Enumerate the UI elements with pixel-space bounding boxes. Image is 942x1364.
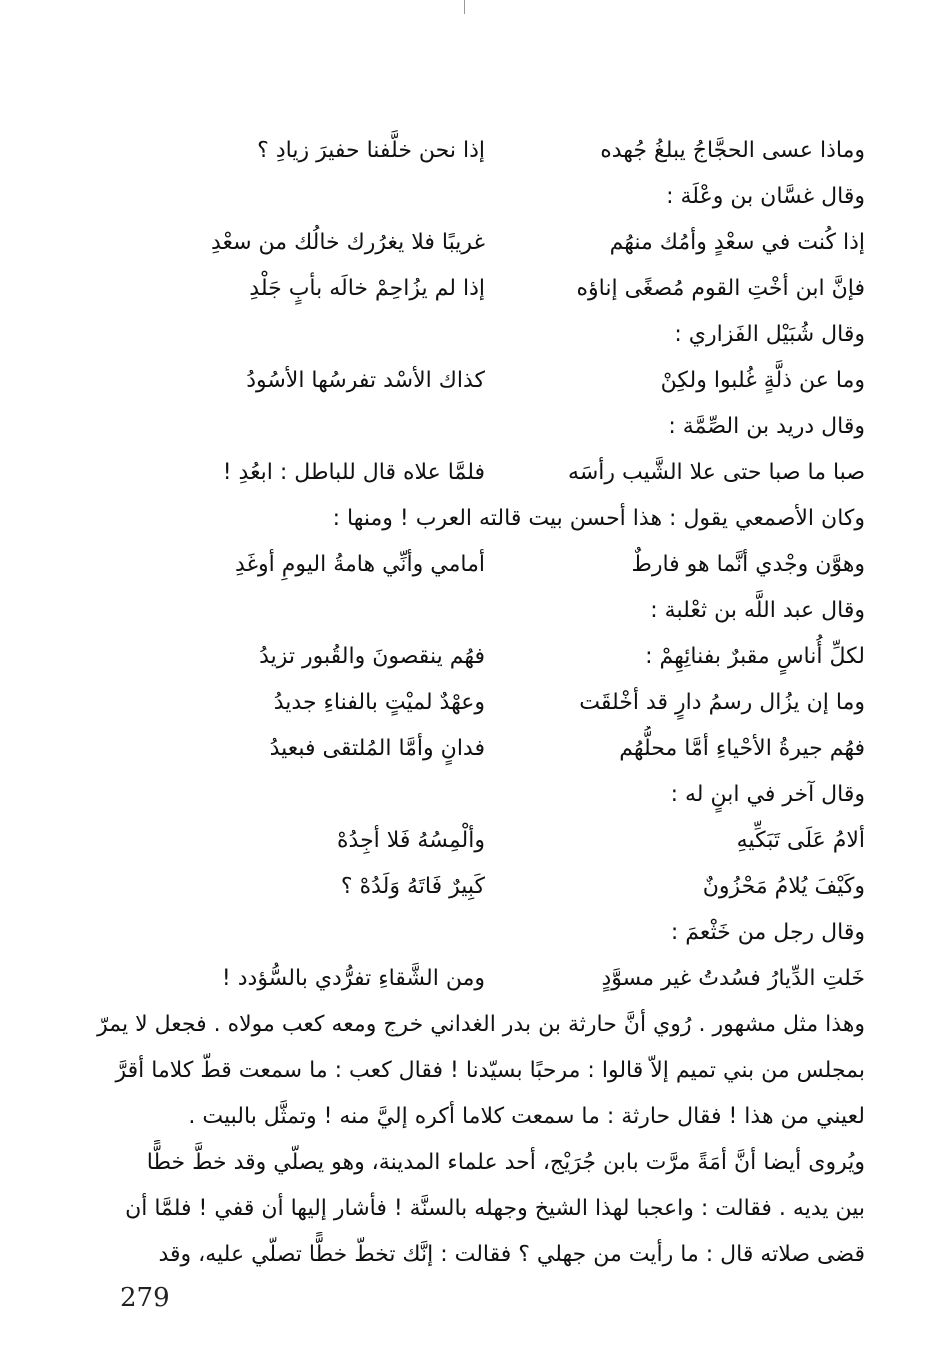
prose-line: لعيني من هذا ! فقال حارثة : ما سمعت كلاما أكره إليَّ منه ! وتمثَّل بالبيت .	[188, 1104, 865, 1129]
verse-second-hemistich: فهُم ينقصونَ والقُبور تزيدُ	[259, 644, 485, 669]
verse-second-hemistich: غريبًا فلا يغرُرك خالُك من سعْدِ	[210, 230, 485, 255]
prose-line: وقال عبد اللَّه بن ثعْلبة :	[650, 598, 865, 623]
scan-mark	[464, 0, 465, 14]
verse-line	[95, 266, 865, 312]
verse-second-hemistich: وألْمِسُهُ فَلا أجِدُهْ	[337, 828, 485, 853]
prose-line: وكان الأصمعي يقول : هذا أحسن بيت قالته العرب ! ومنها :	[332, 506, 865, 531]
verse-first-hemistich: وهوَّن وجْدي أنَّما هو فارطٌ	[631, 552, 865, 577]
verse-first-hemistich: صبا ما صبا حتى علا الشَّيب رأسَه	[568, 460, 865, 485]
verse-line	[95, 680, 865, 726]
verse-second-hemistich: كَبِيرٌ فَاتَهُ وَلَدُهْ ؟	[340, 874, 485, 899]
verse-line	[95, 634, 865, 680]
verse-line	[95, 726, 865, 772]
verse-second-hemistich: إذا لم يزُاحِمْ خالَه بأبٍ جَلْدِ	[249, 276, 485, 301]
verse-first-hemistich: فهُم جيرةُ الأحْياءِ أمَّا محلُّهُم	[619, 736, 865, 761]
prose-line: وقال شُبَيْل الفَزاري :	[674, 322, 865, 347]
verse-line	[95, 542, 865, 588]
verse-line	[95, 128, 865, 174]
verse-second-hemistich: فلمَّا علاه قال للباطل : ابعُدِ !	[222, 460, 485, 485]
verse-line	[95, 864, 865, 910]
verse-first-hemistich: فإنَّ ابن أخْتِ القوم مُصغًى إناؤه	[576, 276, 865, 301]
verse-line	[95, 450, 865, 496]
verse-first-hemistich: وكَيْفَ يُلامُ مَحْزُونٌ	[702, 874, 865, 899]
prose-line: وهذا مثل مشهور . رُوي أنَّ حارثة بن بدر الغداني خرج ومعه كعب مولاه . فجعل لا يمرّ	[97, 1012, 865, 1037]
verse-first-hemistich: خَلتِ الدِّيارُ فسُدتُ غير مسوَّدٍ	[601, 966, 865, 991]
verse-second-hemistich: أمامي وأنِّي هامةُ اليومِ أوغَدِ	[234, 552, 485, 577]
verse-second-hemistich: وعهْدٌ لميْتٍ بالفناءِ جديدُ	[273, 690, 485, 715]
verse-line	[95, 358, 865, 404]
prose-line: وقال رجل من خَثْعمَ :	[670, 920, 865, 945]
verse-line	[95, 956, 865, 1002]
prose-line: قضى صلاته قال : ما رأيت من جهلي ؟ فقالت : إنَّك تخطّ خطًّا تصلّي عليه، وقد	[158, 1242, 865, 1267]
prose-line: ويُروى أيضا أنَّ أمَةً مرَّت بابن جُرَيْج، أحد علماء المدينة، وهو يصلّي وقد خطَّ خطًّا	[146, 1150, 865, 1175]
prose-line: وقال دريد بن الصِّمَّة :	[668, 414, 865, 439]
verse-first-hemistich: ألامُ عَلَى تَبَكِّيهِ	[736, 828, 865, 853]
page-number: 279	[120, 1283, 170, 1313]
prose-line: بمجلس من بني تميم إلاّ قالوا : مرحبًا بسيّدنا ! فقال كعب : ما سمعت قطّ كلاما أقرَّ	[115, 1058, 865, 1083]
prose-line: وقال آخر في ابنٍ له :	[670, 782, 865, 807]
verse-second-hemistich: كذاك الأسْد تفرسُها الأسُودُ	[246, 368, 485, 393]
prose-line: وقال غسَّان بن وعْلَة :	[666, 184, 865, 209]
verse-first-hemistich: لكلِّ أُناسٍ مقبرٌ بفنائِهِمْ :	[645, 644, 865, 669]
verse-second-hemistich: إذا نحن خلَّفنا حفيرَ زيادِ ؟	[257, 138, 485, 163]
page-body	[95, 128, 865, 1278]
verse-first-hemistich: وماذا عسى الحجَّاجُ يبلغُ جُهده	[600, 138, 865, 163]
verse-second-hemistich: فدانٍ وأمَّا المُلتقى فبعيدُ	[269, 736, 485, 761]
verse-second-hemistich: ومن الشَّقاءِ تفرُّدي بالسُّؤدد !	[221, 966, 485, 991]
verse-first-hemistich: وما إن يزُال رسمُ دارٍ قد أخْلقَت	[579, 690, 865, 715]
verse-line	[95, 220, 865, 266]
verse-first-hemistich: إذا كُنت في سعْدٍ وأمُك منهُم	[609, 230, 865, 255]
verse-line	[95, 818, 865, 864]
verse-first-hemistich: وما عن ذلَّةٍ غُلبوا ولكِنْ	[660, 368, 865, 393]
prose-line: بين يديه . فقالت : واعجبا لهذا الشيخ وجهله بالسنَّة ! فأشار إليها أن قفي ! فلمَّا أن	[125, 1196, 865, 1221]
